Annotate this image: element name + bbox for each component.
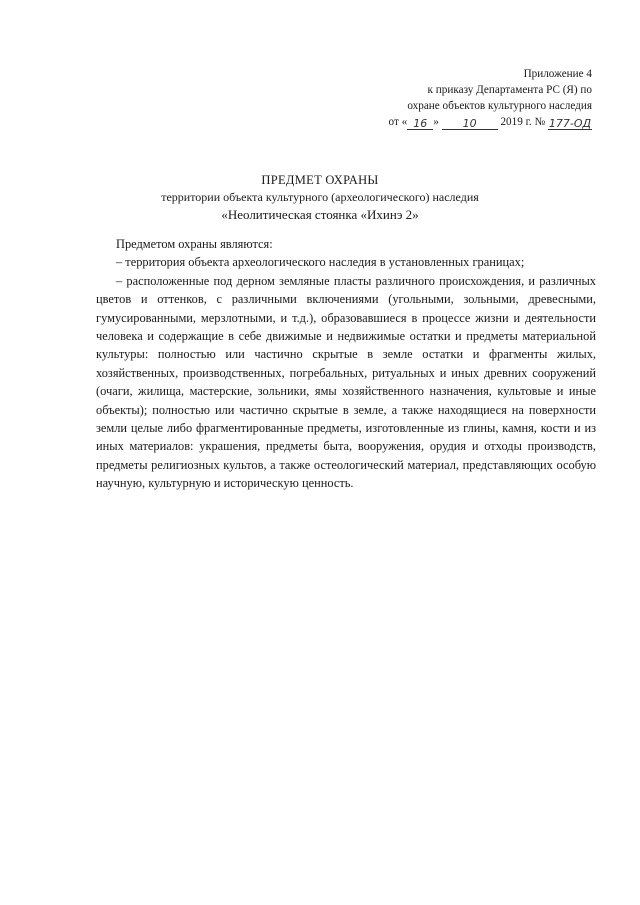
date-prefix: от «	[388, 116, 408, 128]
document-body	[96, 235, 596, 493]
appendix-order-line: к приказу Департамента РС (Я) по	[427, 84, 592, 96]
year-number-label: 2019 г. №	[500, 116, 546, 128]
day-value: 16	[413, 117, 428, 130]
site-name: «Неолитическая стоянка «Ихинэ 2»	[221, 207, 419, 222]
body-lead: Предметом охраны являются:	[116, 237, 273, 251]
document-heading: ПРЕДМЕТ ОХРАНЫ	[261, 173, 379, 187]
order-number-value: 177-ОД	[548, 117, 592, 130]
appendix-header	[292, 66, 592, 130]
appendix-title: Приложение 4	[523, 68, 592, 80]
day-field	[407, 116, 433, 130]
date-mid: »	[433, 116, 439, 128]
appendix-date-line	[292, 114, 592, 130]
document-subtitle: территории объекта культурного (археологического) наследия	[161, 190, 479, 204]
appendix-department-line: охране объектов культурного наследия	[407, 100, 592, 112]
month-field	[442, 116, 498, 130]
order-number-field	[548, 116, 592, 130]
document-title-block	[0, 172, 640, 223]
body-item-territory: – территория объекта археологического наследия в установленных границах;	[116, 255, 525, 270]
body-item-layers: – расположенные под дерном земляные пласты различного происхождения, и различных цветов и оттенков, с различными включениями (угольными, зольными, древесными, гумусированными, мерзлотными, и т.д.), образовавшиеся в процессе жизни и деятельности человека и содержащие в себе движимые и недвижимые остатки и предметы материальной культуры: полностью или частично скрытые в земле остатки и фрагменты жилых, хозяйственных, производственных, погребальных, ритуальных и иных древних сооружений (очаги, жилища, мастерские, зольники, ямы хозяйственного назначения, культовые и иные объекты); полностью или частично скрытые в земле, а также находящиеся на поверхности земли целые либо фрагментированные предметы, изготовленные из глины, камня, кости и из иных материалов: украшения, предметы быта, вооружения, орудия и отходы производств, предметы религиозных культов, а также остеологический материал, представляющих особую научную, культурную и историческую ценность.	[96, 273, 596, 491]
month-value: 10	[462, 117, 477, 130]
